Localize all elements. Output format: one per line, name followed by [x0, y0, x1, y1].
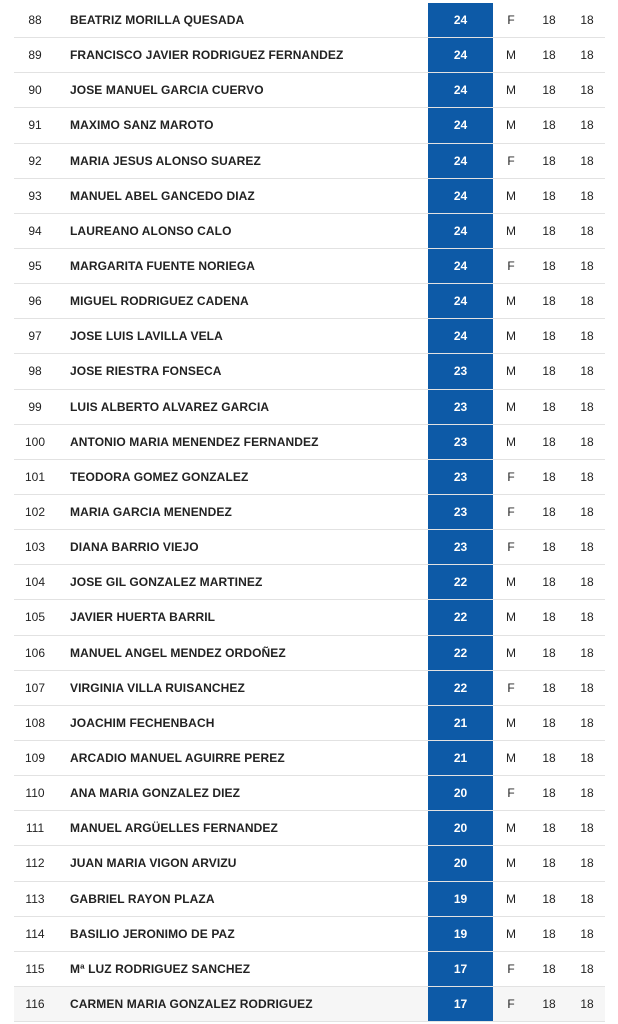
- score-cell: 24: [428, 284, 493, 318]
- position-cell: 91: [28, 118, 42, 133]
- score-cell: 24: [428, 144, 493, 178]
- value-cell-2: 18: [580, 505, 594, 520]
- score-cell: 23: [428, 354, 493, 388]
- name-cell: ANTONIO MARIA MENENDEZ FERNANDEZ: [70, 434, 319, 449]
- position-cell: 110: [25, 786, 45, 801]
- score-cell: 24: [428, 38, 493, 72]
- score-cell: 23: [428, 390, 493, 424]
- value-cell-2: 18: [580, 259, 594, 274]
- score-cell: 19: [428, 917, 493, 951]
- value-cell-1: 18: [542, 715, 556, 730]
- value-cell-2: 18: [580, 751, 594, 766]
- name-cell: GABRIEL RAYON PLAZA: [70, 891, 215, 906]
- sex-cell: M: [506, 575, 516, 590]
- value-cell-2: 18: [580, 188, 594, 203]
- sex-cell: M: [506, 891, 516, 906]
- name-cell: BEATRIZ MORILLA QUESADA: [70, 13, 245, 28]
- value-cell-2: 18: [580, 926, 594, 941]
- value-cell-2: 18: [580, 329, 594, 344]
- score-cell: 22: [428, 671, 493, 705]
- sex-cell: M: [506, 926, 516, 941]
- score-cell: 23: [428, 530, 493, 564]
- score-cell: 20: [428, 846, 493, 880]
- sex-cell: M: [506, 821, 516, 836]
- value-cell-1: 18: [542, 540, 556, 555]
- name-cell: VIRGINIA VILLA RUISANCHEZ: [70, 680, 245, 695]
- name-cell: Mª LUZ RODRIGUEZ SANCHEZ: [70, 961, 251, 976]
- table-row: [14, 952, 605, 987]
- value-cell-2: 18: [580, 715, 594, 730]
- score-cell: 20: [428, 776, 493, 810]
- position-cell: 101: [24, 469, 46, 484]
- name-cell: DIANA BARRIO VIEJO: [70, 540, 199, 555]
- table-row: [14, 3, 605, 38]
- position-cell: 95: [28, 259, 42, 274]
- sex-cell: F: [507, 505, 515, 520]
- sex-cell: M: [506, 223, 516, 238]
- value-cell-2: 18: [580, 575, 594, 590]
- table-row: [14, 846, 605, 881]
- value-cell-1: 18: [542, 856, 556, 871]
- value-cell-2: 18: [580, 540, 594, 555]
- table-row: [14, 495, 605, 530]
- sex-cell: F: [507, 13, 515, 28]
- table-row: [14, 565, 605, 600]
- name-cell: JOSE LUIS LAVILLA VELA: [70, 329, 223, 344]
- value-cell-2: 18: [580, 364, 594, 379]
- sex-cell: M: [506, 48, 516, 63]
- table-row: [14, 600, 605, 635]
- score-cell: 21: [428, 741, 493, 775]
- score-cell: 22: [428, 565, 493, 599]
- sex-cell: M: [506, 715, 516, 730]
- sex-cell: M: [506, 434, 516, 449]
- name-cell: LAUREANO ALONSO CALO: [70, 223, 232, 238]
- name-cell: TEODORA GOMEZ GONZALEZ: [70, 469, 249, 484]
- value-cell-1: 18: [542, 469, 556, 484]
- sex-cell: M: [506, 751, 516, 766]
- sex-cell: M: [506, 856, 516, 871]
- sex-cell: M: [506, 399, 516, 414]
- sex-cell: F: [507, 961, 515, 976]
- value-cell-1: 18: [542, 434, 556, 449]
- score-cell: 21: [428, 706, 493, 740]
- position-cell: 116: [25, 997, 45, 1011]
- table-row: [14, 108, 605, 143]
- value-cell-1: 18: [542, 926, 556, 941]
- table-row: [14, 530, 605, 565]
- value-cell-1: 18: [542, 505, 556, 520]
- table-row: [14, 811, 605, 846]
- value-cell-1: 18: [542, 997, 556, 1011]
- value-cell-2: 18: [580, 399, 594, 414]
- position-cell: 97: [28, 329, 42, 344]
- score-cell: 24: [428, 319, 493, 353]
- score-cell: 20: [428, 811, 493, 845]
- table-row: [14, 741, 605, 776]
- position-cell: 109: [24, 751, 46, 766]
- score-cell: 23: [428, 495, 493, 529]
- name-cell: ARCADIO MANUEL AGUIRRE PEREZ: [70, 751, 285, 766]
- value-cell-2: 18: [580, 294, 594, 309]
- position-cell: 105: [24, 610, 46, 625]
- name-cell: JOSE MANUEL GARCIA CUERVO: [70, 83, 264, 98]
- sex-cell: M: [506, 294, 516, 309]
- value-cell-1: 18: [542, 786, 556, 801]
- value-cell-2: 18: [580, 856, 594, 871]
- name-cell: MARIA JESUS ALONSO SUAREZ: [70, 153, 261, 168]
- value-cell-1: 18: [542, 329, 556, 344]
- sex-cell: M: [506, 188, 516, 203]
- score-cell: 24: [428, 214, 493, 248]
- value-cell-1: 18: [542, 821, 556, 836]
- name-cell: BASILIO JERONIMO DE PAZ: [70, 926, 235, 941]
- table-row: [14, 460, 605, 495]
- sex-cell: F: [507, 469, 515, 484]
- score-cell: 22: [428, 636, 493, 670]
- value-cell-2: 18: [580, 680, 594, 695]
- sex-cell: M: [506, 364, 516, 379]
- score-cell: 24: [428, 3, 493, 37]
- sex-cell: F: [507, 540, 515, 555]
- value-cell-2: 18: [580, 645, 594, 660]
- value-cell-2: 18: [580, 997, 594, 1011]
- sex-cell: M: [506, 329, 516, 344]
- table-row: [14, 73, 605, 108]
- value-cell-2: 18: [580, 469, 594, 484]
- table-row: [14, 214, 605, 249]
- position-cell: 107: [24, 680, 46, 695]
- position-cell: 89: [28, 48, 42, 63]
- table-row: [14, 144, 605, 179]
- name-cell: JUAN MARIA VIGON ARVIZU: [70, 856, 237, 871]
- name-cell: JOSE RIESTRA FONSECA: [70, 364, 222, 379]
- value-cell-2: 18: [580, 153, 594, 168]
- value-cell-2: 18: [580, 821, 594, 836]
- position-cell: 93: [28, 188, 42, 203]
- sex-cell: F: [507, 259, 515, 274]
- name-cell: CARMEN MARIA GONZALEZ RODRIGUEZ: [70, 997, 313, 1011]
- value-cell-1: 18: [542, 645, 556, 660]
- position-cell: 106: [24, 645, 46, 660]
- table-row: [14, 38, 605, 73]
- position-cell: 94: [28, 223, 42, 238]
- score-cell: 24: [428, 179, 493, 213]
- name-cell: JOACHIM FECHENBACH: [70, 715, 215, 730]
- value-cell-1: 18: [542, 399, 556, 414]
- value-cell-1: 18: [542, 223, 556, 238]
- value-cell-1: 18: [542, 83, 556, 98]
- sex-cell: M: [506, 645, 516, 660]
- name-cell: MARGARITA FUENTE NORIEGA: [70, 259, 256, 274]
- position-cell: 112: [25, 856, 45, 871]
- name-cell: JOSE GIL GONZALEZ MARTINEZ: [70, 575, 263, 590]
- position-cell: 103: [24, 540, 46, 555]
- position-cell: 115: [25, 961, 45, 976]
- table-row: [14, 354, 605, 389]
- score-cell: 23: [428, 460, 493, 494]
- name-cell: MANUEL ARGÜELLES FERNANDEZ: [70, 821, 278, 836]
- score-cell: 24: [428, 249, 493, 283]
- value-cell-1: 18: [542, 751, 556, 766]
- sex-cell: M: [506, 83, 516, 98]
- value-cell-2: 18: [580, 48, 594, 63]
- position-cell: 88: [28, 13, 42, 28]
- position-cell: 114: [25, 926, 45, 941]
- name-cell: FRANCISCO JAVIER RODRIGUEZ FERNANDEZ: [70, 48, 344, 63]
- value-cell-1: 18: [542, 48, 556, 63]
- position-cell: 99: [28, 399, 42, 414]
- table-row: [14, 319, 605, 354]
- table-row: [14, 917, 605, 952]
- name-cell: LUIS ALBERTO ALVAREZ GARCIA: [70, 399, 270, 414]
- value-cell-2: 18: [580, 13, 594, 28]
- score-cell: 24: [428, 73, 493, 107]
- name-cell: ANA MARIA GONZALEZ DIEZ: [70, 786, 241, 801]
- position-cell: 96: [28, 294, 42, 309]
- value-cell-2: 18: [580, 118, 594, 133]
- value-cell-1: 18: [542, 961, 556, 976]
- value-cell-1: 18: [542, 680, 556, 695]
- position-cell: 90: [28, 83, 42, 98]
- position-cell: 92: [28, 153, 42, 168]
- score-cell: 22: [428, 600, 493, 634]
- value-cell-1: 18: [542, 13, 556, 28]
- name-cell: JAVIER HUERTA BARRIL: [70, 610, 216, 625]
- results-table: [14, 3, 605, 1022]
- table-row: [14, 284, 605, 319]
- value-cell-1: 18: [542, 153, 556, 168]
- position-cell: 104: [24, 575, 46, 590]
- position-cell: 108: [24, 715, 46, 730]
- position-cell: 111: [25, 821, 45, 836]
- table-row: [14, 179, 605, 214]
- position-cell: 100: [24, 434, 46, 449]
- name-cell: MIGUEL RODRIGUEZ CADENA: [70, 294, 249, 309]
- value-cell-1: 18: [542, 610, 556, 625]
- value-cell-1: 18: [542, 575, 556, 590]
- sex-cell: F: [507, 997, 515, 1011]
- table-row: [14, 706, 605, 741]
- table-row: [14, 390, 605, 425]
- name-cell: MARIA GARCIA MENENDEZ: [70, 505, 232, 520]
- table-row: [14, 776, 605, 811]
- value-cell-2: 18: [580, 786, 594, 801]
- sex-cell: F: [507, 680, 515, 695]
- value-cell-1: 18: [542, 259, 556, 274]
- sex-cell: M: [506, 118, 516, 133]
- table-row: [14, 671, 605, 706]
- position-cell: 113: [25, 891, 45, 906]
- value-cell-2: 18: [580, 891, 594, 906]
- table-row: [14, 425, 605, 460]
- value-cell-2: 18: [580, 83, 594, 98]
- name-cell: MANUEL ANGEL MENDEZ ORDOÑEZ: [70, 645, 286, 660]
- position-cell: 98: [28, 364, 42, 379]
- table-row: [14, 882, 605, 917]
- value-cell-1: 18: [542, 364, 556, 379]
- table-row: [14, 636, 605, 671]
- value-cell-2: 18: [580, 961, 594, 976]
- value-cell-1: 18: [542, 188, 556, 203]
- score-cell: 17: [428, 952, 493, 986]
- table-row: [14, 987, 605, 1022]
- score-cell: 19: [428, 882, 493, 916]
- value-cell-1: 18: [542, 294, 556, 309]
- sex-cell: F: [507, 786, 515, 801]
- sex-cell: M: [506, 610, 516, 625]
- score-cell: 24: [428, 108, 493, 142]
- value-cell-2: 18: [580, 434, 594, 449]
- name-cell: MANUEL ABEL GANCEDO DIAZ: [70, 188, 255, 203]
- value-cell-1: 18: [542, 891, 556, 906]
- score-cell: 17: [428, 987, 493, 1021]
- name-cell: MAXIMO SANZ MAROTO: [70, 118, 214, 133]
- value-cell-2: 18: [580, 610, 594, 625]
- value-cell-2: 18: [580, 223, 594, 238]
- position-cell: 102: [24, 505, 46, 520]
- value-cell-1: 18: [542, 118, 556, 133]
- table-row: [14, 249, 605, 284]
- score-cell: 23: [428, 425, 493, 459]
- sex-cell: F: [507, 153, 515, 168]
